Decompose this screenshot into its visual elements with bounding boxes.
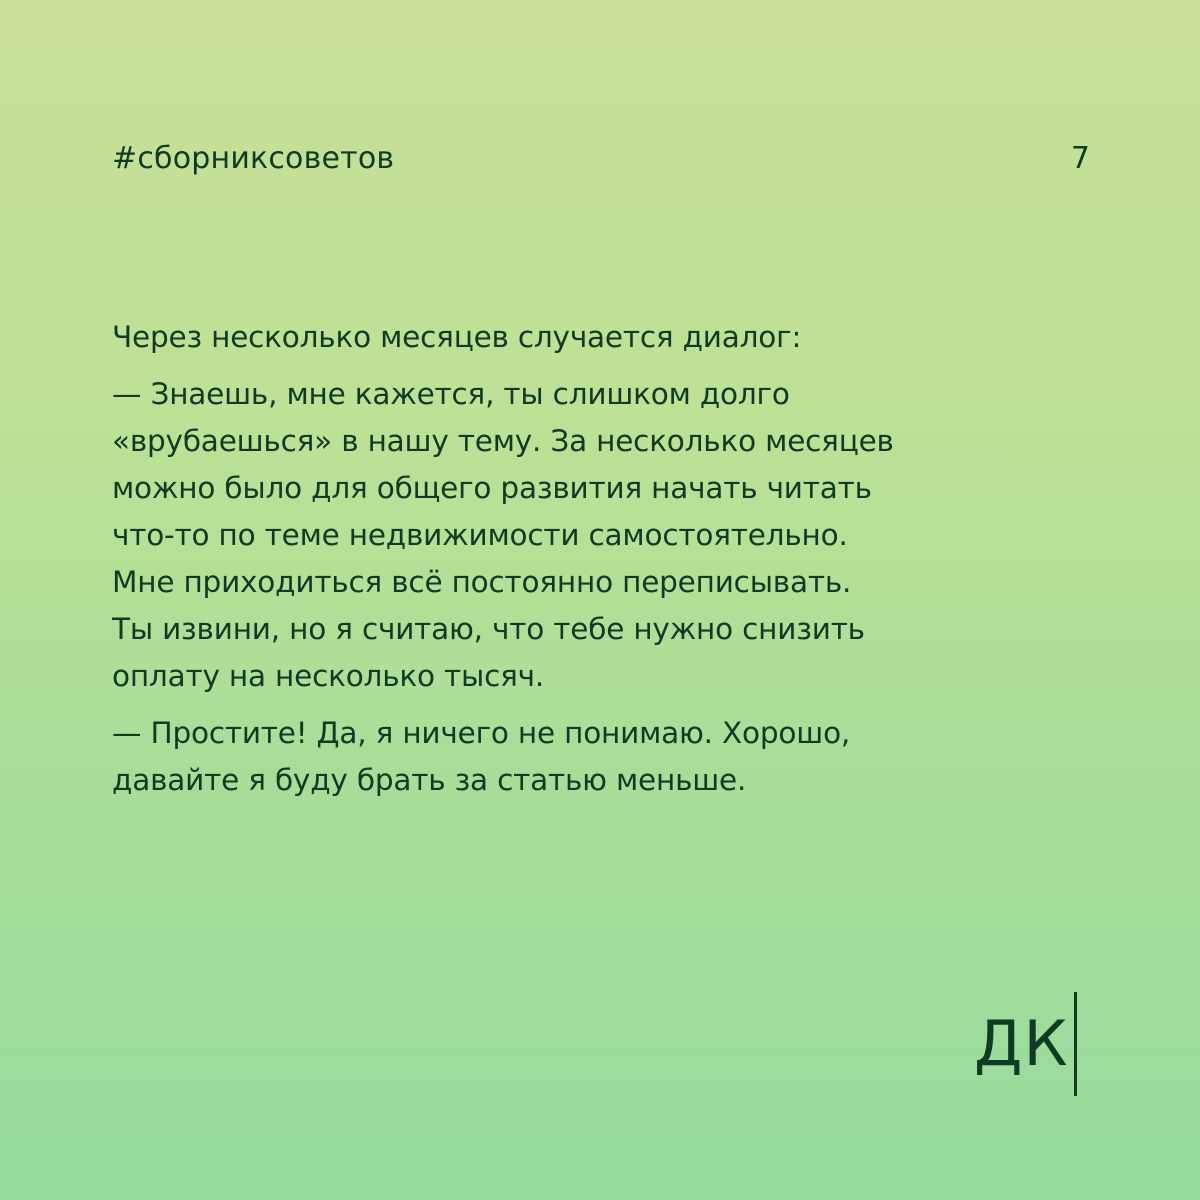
intro-paragraph: Через несколько месяцев случается диалог:	[112, 320, 802, 354]
dialogue-line-2: — Простите! Да, я ничего не понимаю. Хорошо, давайте я буду брать за статью меньше.	[112, 716, 851, 797]
body-text	[112, 314, 992, 814]
page-number: 7	[1070, 141, 1090, 176]
logo	[974, 992, 1077, 1096]
logo-text: ДК	[974, 1007, 1069, 1080]
logo-cursor-bar	[1074, 992, 1077, 1096]
hashtag-label: #сборниксоветов	[112, 141, 395, 176]
dialogue-line-1: — Знаешь, мне кажется, ты слишком долго «врубаешься» в нашу тему. За несколько месяцев можно было для общего развития начать читать что-то по теме недвижимости самостоятельно. Мне приходиться всё постоянно переписывать. Ты извини, но я считаю, что тебе нужно снизить оплату на несколько тысяч.	[112, 377, 894, 693]
